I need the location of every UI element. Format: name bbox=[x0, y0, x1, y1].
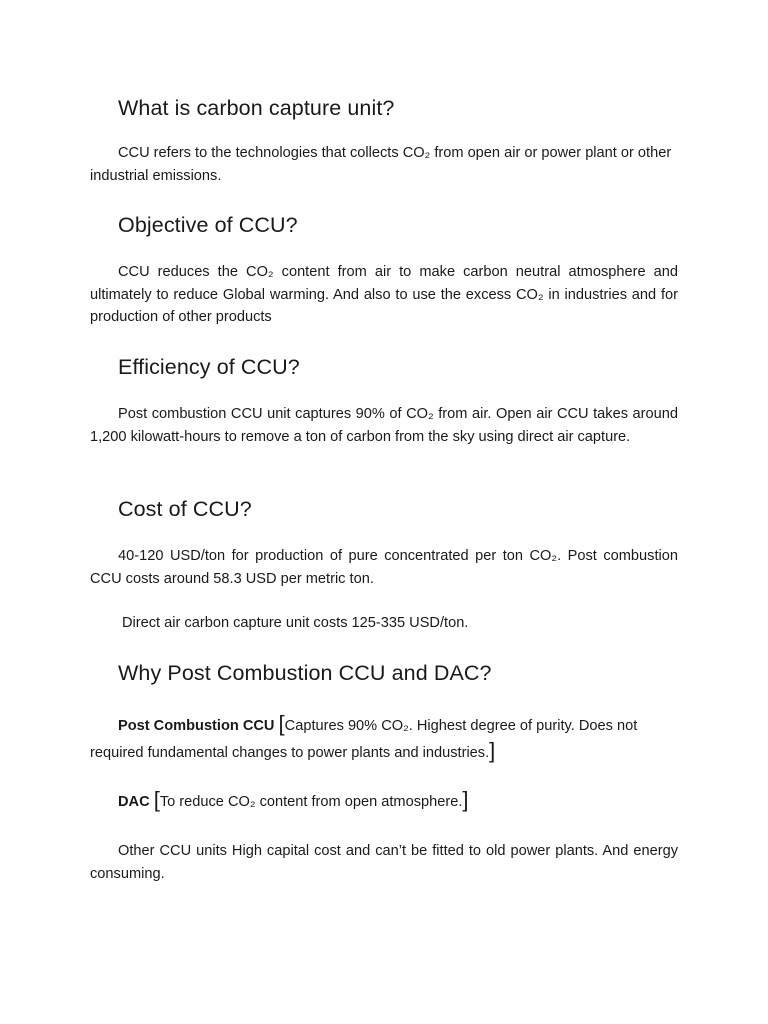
close-bracket: ] bbox=[489, 738, 496, 763]
open-bracket: [ bbox=[278, 711, 285, 736]
open-bracket: [ bbox=[153, 787, 160, 812]
close-bracket: ] bbox=[462, 787, 469, 812]
heading-what-is-ccu: What is carbon capture unit? bbox=[118, 96, 395, 120]
heading-why: Why Post Combustion CCU and DAC? bbox=[118, 661, 492, 685]
paragraph-what-is-ccu: CCU refers to the technologies that collects CO₂ from open air or power plant or other industrial emissions. bbox=[90, 145, 672, 184]
heading-cost: Cost of CCU? bbox=[118, 497, 252, 521]
post-combustion-text: Captures 90% CO₂. Highest degree of purity. Does not required fundamental changes to power plants and industries. bbox=[90, 718, 638, 761]
paragraph-efficiency: Post combustion CCU unit captures 90% of CO₂ from air. Open air CCU takes around 1,200 kilowatt-hours to remove a ton of carbon from the sky using direct air capture. bbox=[90, 406, 678, 445]
paragraph-post-combustion bbox=[90, 713, 678, 767]
post-combustion-label: Post Combustion CCU bbox=[118, 718, 275, 734]
paragraph-cost: 40-120 USD/ton for production of pure concentrated per ton CO₂. Post combustion CCU costs around 58.3 USD per metric ton. bbox=[90, 548, 678, 587]
heading-objective: Objective of CCU? bbox=[118, 213, 298, 237]
paragraph-other-ccu: Other CCU units High capital cost and can’t be fitted to old power plants. And energy consuming. bbox=[90, 843, 678, 882]
paragraph-objective: CCU reduces the CO₂ content from air to make carbon neutral atmosphere and ultimately to reduce Global warming. And also to use the excess CO₂ in industries and for production of other products bbox=[90, 264, 678, 326]
paragraph-dac-cost: Direct air carbon capture unit costs 125-335 USD/ton. bbox=[122, 615, 469, 631]
paragraph-dac bbox=[90, 787, 678, 814]
heading-efficiency: Efficiency of CCU? bbox=[118, 355, 300, 379]
dac-label: DAC bbox=[118, 794, 150, 810]
dac-text: To reduce CO₂ content from open atmosphere. bbox=[159, 794, 463, 810]
